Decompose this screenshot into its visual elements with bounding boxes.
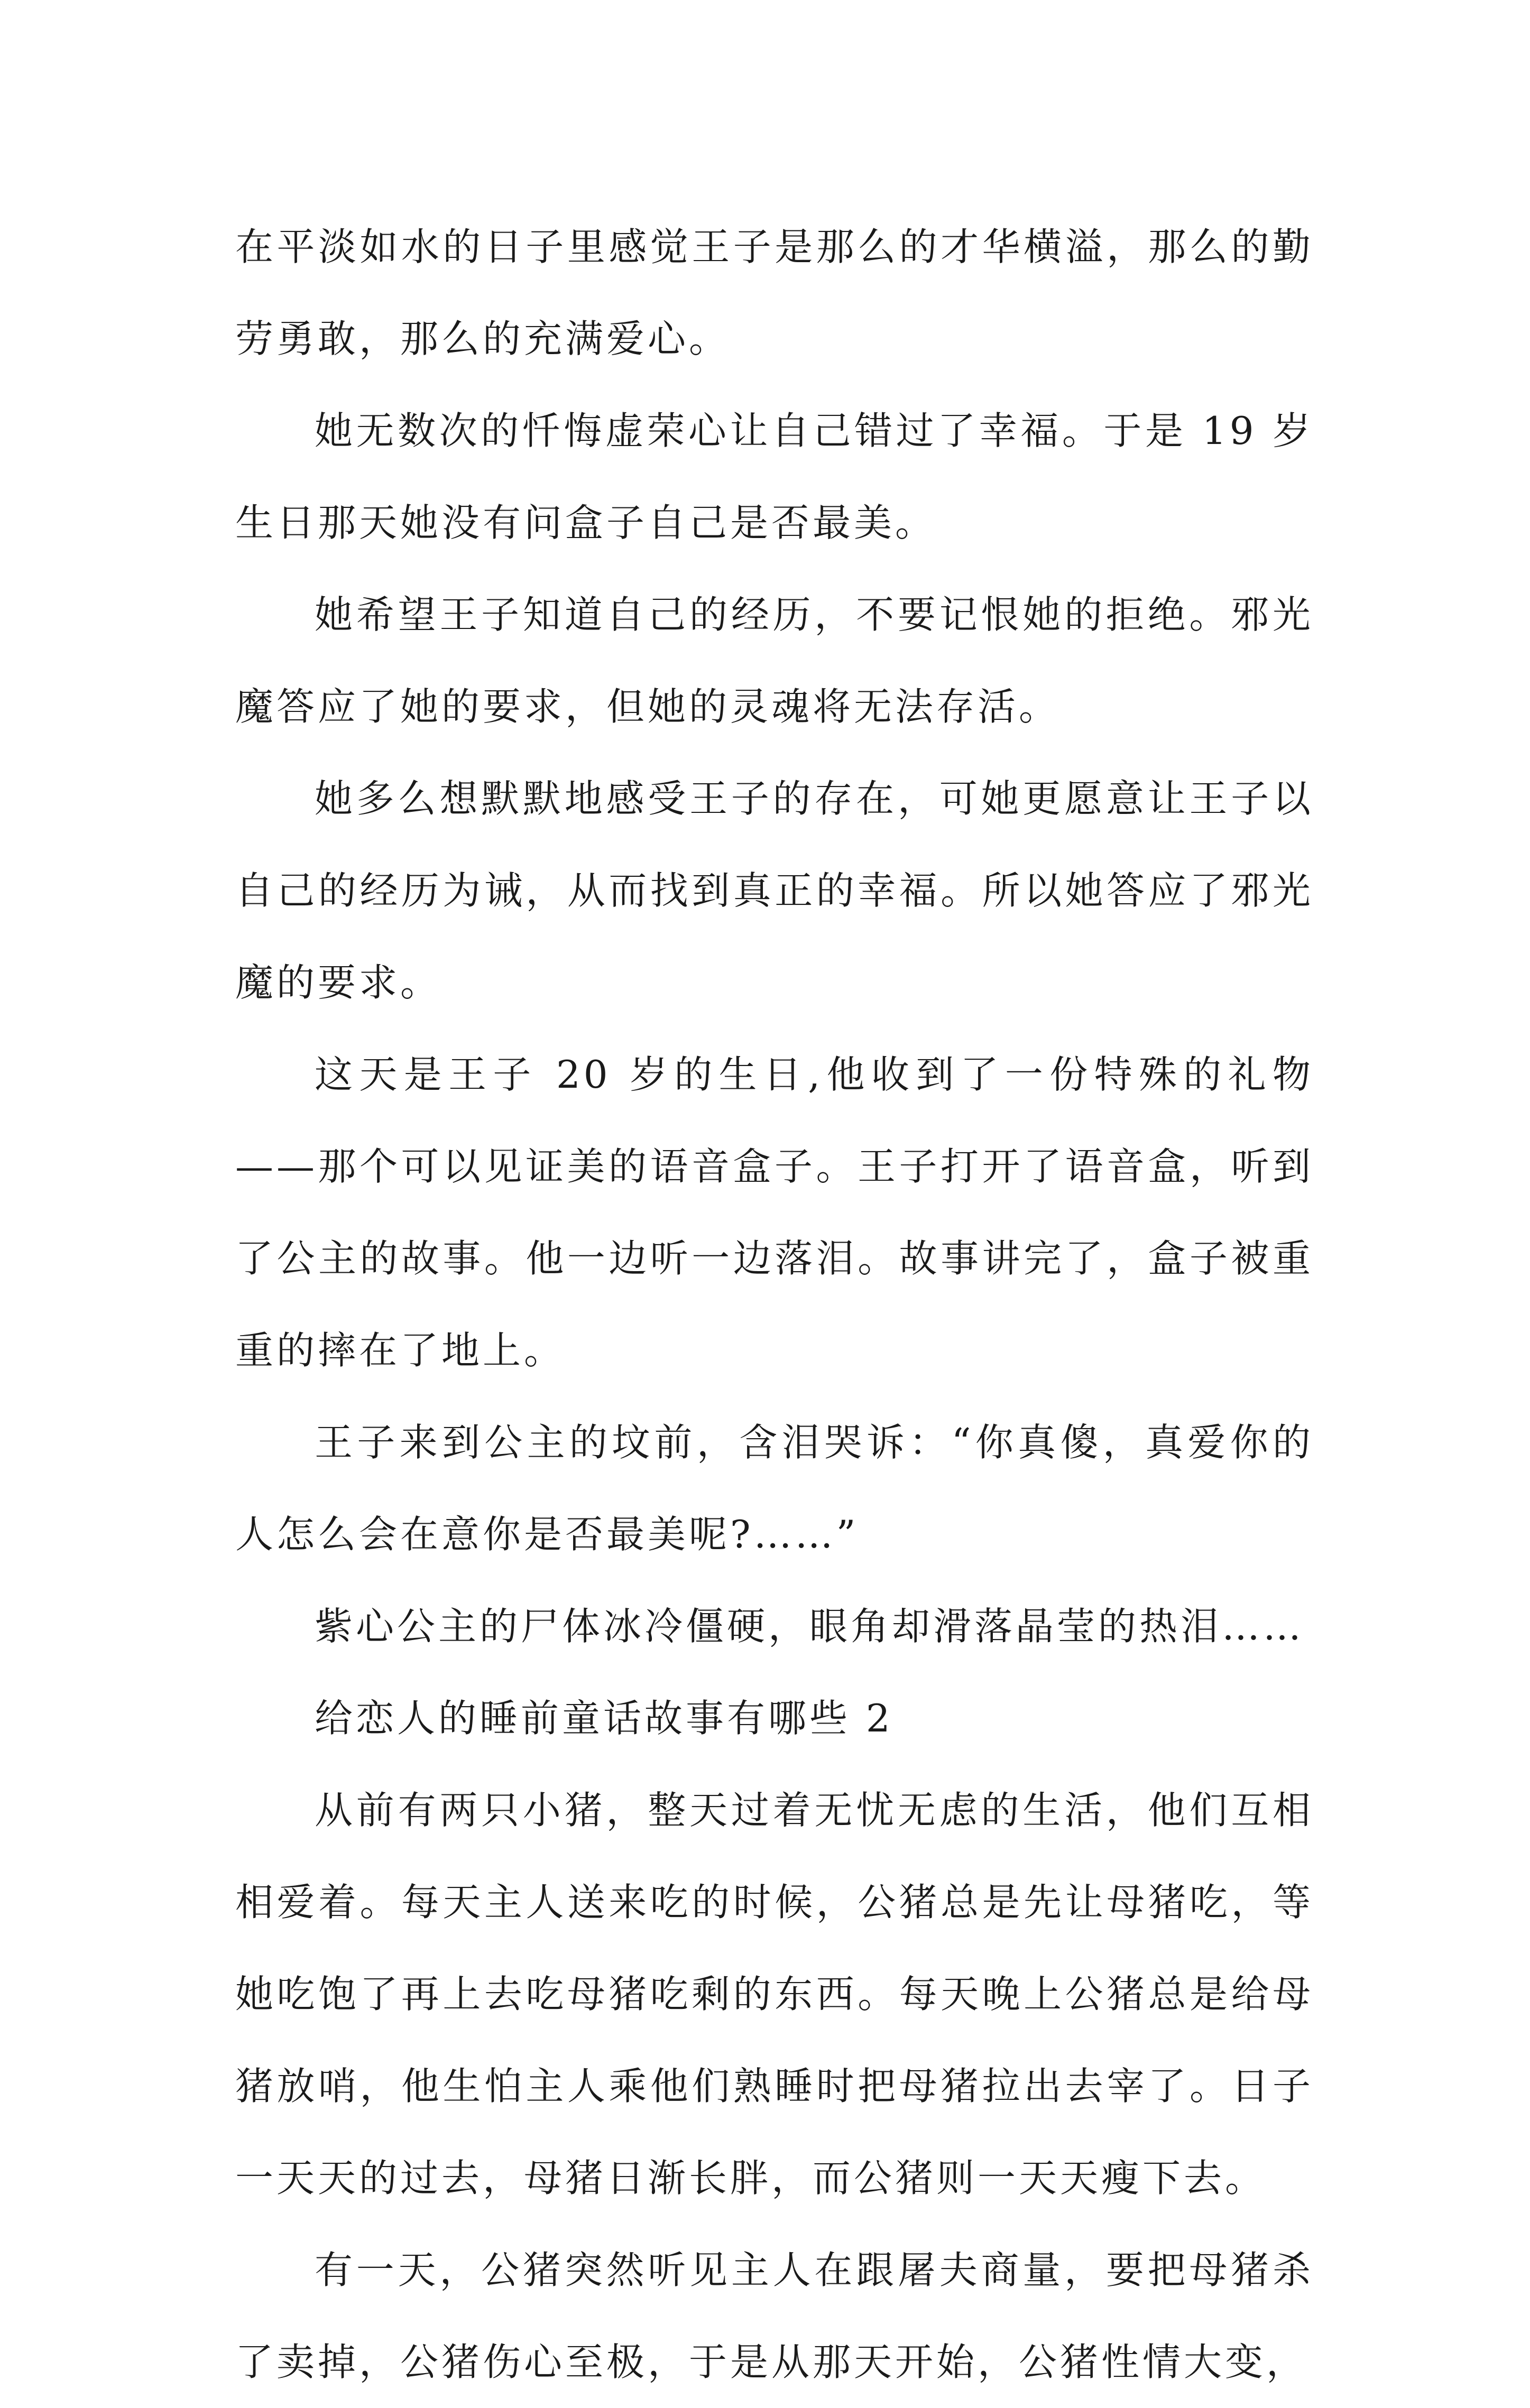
paragraph: 她无数次的忏悔虚荣心让自己错过了幸福。于是 19 岁生日那天她没有问盒子自己是否最美。 [235, 409, 1314, 545]
paragraph: 这天是王子 20 岁的生日,他收到了一份特殊的礼物——那个可以见证美的语音盒子。王子打开了语音盒，听到了公主的故事。他一边听一边落泪。故事讲完了，盒子被重重的摔在了地上。 [235, 1052, 1314, 1373]
paragraph: 王子来到公主的坟前，含泪哭诉：“你真傻，真爱你的人怎么会在意你是否最美呢?……” [235, 1420, 1314, 1557]
paragraph: 她希望王子知道自己的经历，不要记恨她的拒绝。邪光魔答应了她的要求，但她的灵魂将无法存活。 [235, 592, 1314, 729]
paragraph: 有一天，公猪突然听见主人在跟屠夫商量，要把母猪杀了卖掉，公猪伤心至极，于是从那天开始，公猪性情大变， [235, 2248, 1314, 2384]
paragraph: 紫心公主的尸体冰冷僵硬，眼角却滑落晶莹的热泪…… [315, 1604, 1305, 1648]
paragraph: 她多么想默默地感受王子的存在，可她更愿意让王子以自己的经历为诫，从而找到真正的幸福。所以她答应了邪光魔的要求。 [235, 776, 1314, 1005]
section-heading: 给恋人的睡前童话故事有哪些 2 [315, 1696, 893, 1740]
paragraph: 从前有两只小猪，整天过着无忧无虑的生活，他们互相相爱着。每天主人送来吃的时候，公猪总是先让母猪吃，等她吃饱了再上去吃母猪吃剩的东西。每天晚上公猪总是给母猪放哨，他生怕主人乘他们熟睡时把母猪拉出去宰了。日子一天天的过去，母猪日渐长胖，而公猪则一天天瘦下去。 [235, 1788, 1314, 2200]
document-body [235, 201, 1314, 2408]
paragraph-continued: 在平淡如水的日子里感觉王子是那么的才华横溢，那么的勤劳勇敢，那么的充满爱心。 [235, 225, 1314, 361]
